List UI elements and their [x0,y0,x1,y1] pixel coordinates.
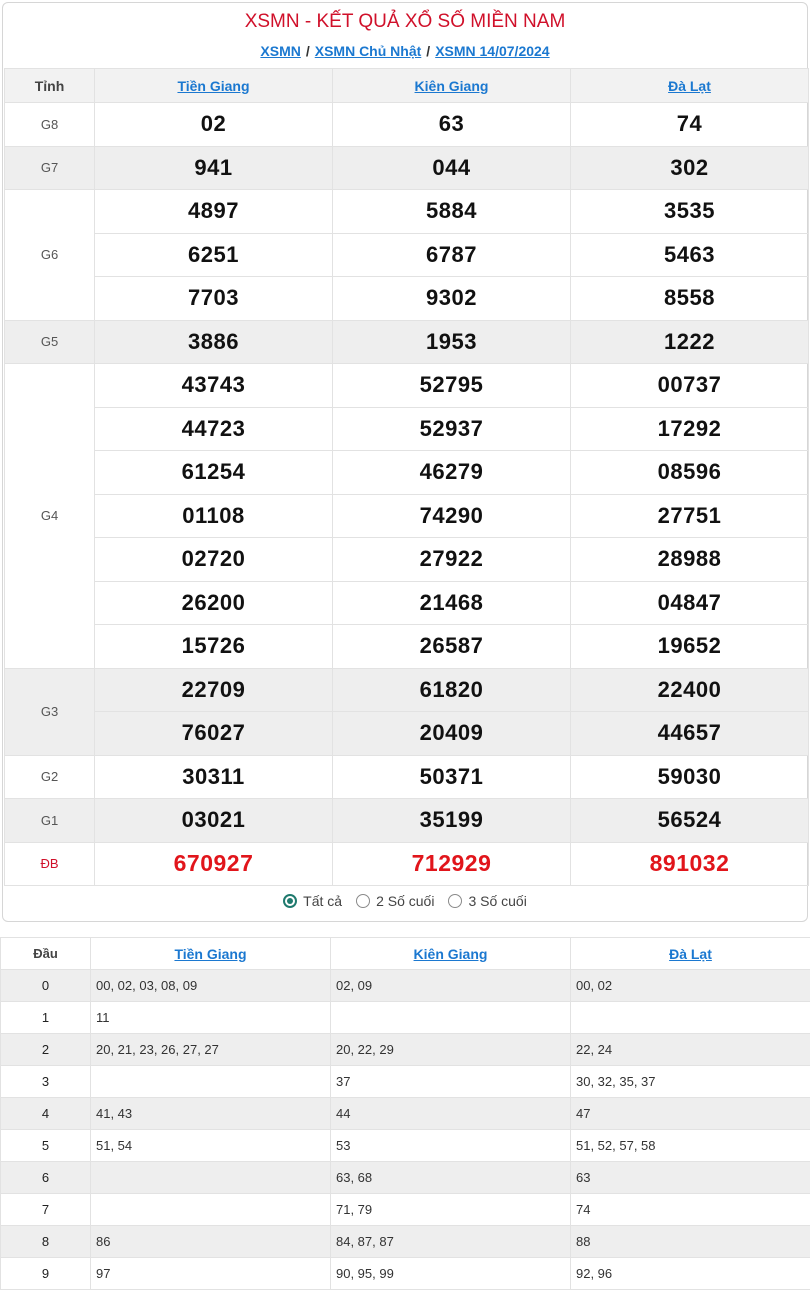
prize-number: 26200 [95,581,333,625]
breadcrumb-sunday-link[interactable]: XSMN Chủ Nhật [314,43,422,59]
prize-label: G1 [5,799,95,843]
prize-number: 21468 [333,581,571,625]
breadcrumb [3,43,807,59]
head-values: 74 [571,1194,810,1226]
prize-label: G5 [5,320,95,364]
prize-number: 302 [571,146,809,190]
head-row [1,1130,810,1162]
prize-number: 28988 [571,538,809,582]
head-values [331,1002,571,1034]
breadcrumb-separator: / [305,43,310,59]
head-values: 51, 52, 57, 58 [571,1130,810,1162]
prize-number: 59030 [571,755,809,799]
filter-last-2-radio[interactable] [356,893,434,909]
head-digit: 6 [1,1162,91,1194]
head-digit: 8 [1,1226,91,1258]
head-row [1,970,810,1002]
digit-filter [3,893,807,911]
prize-row [5,494,809,538]
prize-number: 3886 [95,320,333,364]
head-digit: 4 [1,1098,91,1130]
prize-number: 02720 [95,538,333,582]
prize-number: 74290 [333,494,571,538]
prize-row [5,277,809,321]
head-values: 00, 02 [571,970,810,1002]
results-header-row [5,69,809,103]
prize-row [5,668,809,712]
prize-number: 08596 [571,451,809,495]
heads-province-link-tien-giang[interactable]: Tiền Giang [174,945,247,962]
head-digit: 2 [1,1034,91,1066]
prize-number: 03021 [95,799,333,843]
prize-number: 44723 [95,407,333,451]
filter-last-3-radio[interactable] [448,893,526,909]
prize-number: 17292 [571,407,809,451]
head-values [571,1002,810,1034]
prize-row [5,842,809,886]
prize-label: G8 [5,103,95,147]
breadcrumb-separator: / [426,43,431,59]
head-values: 11 [91,1002,331,1034]
head-digit-table [0,937,810,1290]
prize-number: 63 [333,103,571,147]
filter-label: Tất cả [303,893,343,909]
head-values [91,1066,331,1098]
head-row [1,1034,810,1066]
head-values [91,1194,331,1226]
province-link-da-lat[interactable]: Đà Lạt [668,77,711,94]
head-digit: 9 [1,1258,91,1290]
prize-row [5,103,809,147]
head-digit: 1 [1,1002,91,1034]
prize-row [5,146,809,190]
prize-row [5,625,809,669]
prize-number: 52795 [333,364,571,408]
prize-number: 1222 [571,320,809,364]
head-values: 63, 68 [331,1162,571,1194]
head-values: 02, 09 [331,970,571,1002]
prize-number: 6251 [95,233,333,277]
page-title: XSMN - KẾT QUẢ XỔ SỐ MIỀN NAM [244,11,566,32]
prize-number: 4897 [95,190,333,234]
head-values: 44 [331,1098,571,1130]
prize-label: G3 [5,668,95,755]
prize-number: 22709 [95,668,333,712]
head-label-header: Đầu [1,938,91,970]
head-values: 20, 22, 29 [331,1034,571,1066]
prize-number: 941 [95,146,333,190]
head-values: 97 [91,1258,331,1290]
prize-row [5,538,809,582]
head-values: 88 [571,1226,810,1258]
radio-checked-icon[interactable] [283,894,297,908]
prize-number: 44657 [571,712,809,756]
head-values: 63 [571,1162,810,1194]
results-table [4,68,809,886]
head-row [1,1098,810,1130]
head-values: 71, 79 [331,1194,571,1226]
head-row [1,1226,810,1258]
province-label-header: Tỉnh [5,69,95,103]
prize-number: 15726 [95,625,333,669]
head-row [1,1194,810,1226]
prize-number: 52937 [333,407,571,451]
prize-number: 6787 [333,233,571,277]
prize-row [5,190,809,234]
prize-number: 5884 [333,190,571,234]
filter-label: 3 Số cuối [468,893,527,909]
head-row [1,1258,810,1290]
heads-province-link-kien-giang[interactable]: Kiên Giang [413,945,488,962]
head-digit: 5 [1,1130,91,1162]
heads-header-row [1,938,810,970]
prize-number: 19652 [571,625,809,669]
prize-row [5,712,809,756]
filter-label: 2 Số cuối [376,893,435,909]
head-row [1,1162,810,1194]
prize-number: 5463 [571,233,809,277]
head-values: 00, 02, 03, 08, 09 [91,970,331,1002]
head-digit: 7 [1,1194,91,1226]
head-values: 47 [571,1098,810,1130]
prize-number: 27922 [333,538,571,582]
head-values: 92, 96 [571,1258,810,1290]
prize-number: 27751 [571,494,809,538]
prize-row [5,233,809,277]
prize-row [5,755,809,799]
prize-label: G2 [5,755,95,799]
head-digit: 0 [1,970,91,1002]
prize-number: 670927 [95,842,333,886]
prize-number: 02 [95,103,333,147]
filter-all-radio[interactable] [283,893,342,909]
prize-number: 9302 [333,277,571,321]
breadcrumb-xsmn-link[interactable]: XSMN [260,43,301,59]
prize-label: ĐB [5,842,95,886]
prize-number: 00737 [571,364,809,408]
heads-province-link-da-lat[interactable]: Đà Lạt [669,945,712,962]
head-values: 37 [331,1066,571,1098]
prize-number: 74 [571,103,809,147]
prize-number: 61254 [95,451,333,495]
prize-number: 04847 [571,581,809,625]
head-values: 51, 54 [91,1130,331,1162]
prize-row [5,799,809,843]
prize-row [5,364,809,408]
head-values: 22, 24 [571,1034,810,1066]
prize-number: 891032 [571,842,809,886]
head-values: 41, 43 [91,1098,331,1130]
head-row [1,1066,810,1098]
results-card [2,2,808,922]
head-values: 86 [91,1226,331,1258]
prize-row [5,581,809,625]
prize-number: 35199 [333,799,571,843]
prize-row [5,451,809,495]
prize-number: 8558 [571,277,809,321]
breadcrumb-date-link[interactable]: XSMN 14/07/2024 [435,43,550,59]
radio-unchecked-icon[interactable] [448,894,462,908]
head-values: 30, 32, 35, 37 [571,1066,810,1098]
prize-number: 30311 [95,755,333,799]
head-digit: 3 [1,1066,91,1098]
prize-row [5,407,809,451]
province-link-tien-giang[interactable]: Tiền Giang [177,77,250,94]
prize-number: 044 [333,146,571,190]
head-row [1,1002,810,1034]
prize-number: 22400 [571,668,809,712]
prize-label: G7 [5,146,95,190]
prize-number: 01108 [95,494,333,538]
prize-number: 76027 [95,712,333,756]
prize-number: 26587 [333,625,571,669]
prize-number: 3535 [571,190,809,234]
prize-number: 1953 [333,320,571,364]
prize-label: G6 [5,190,95,321]
prize-number: 56524 [571,799,809,843]
head-values: 20, 21, 23, 26, 27, 27 [91,1034,331,1066]
prize-row [5,320,809,364]
prize-number: 50371 [333,755,571,799]
head-values [91,1162,331,1194]
prize-number: 61820 [333,668,571,712]
prize-number: 46279 [333,451,571,495]
prize-label: G4 [5,364,95,669]
prize-number: 7703 [95,277,333,321]
province-link-kien-giang[interactable]: Kiên Giang [414,77,489,94]
head-values: 84, 87, 87 [331,1226,571,1258]
head-values: 53 [331,1130,571,1162]
prize-number: 43743 [95,364,333,408]
radio-unchecked-icon[interactable] [356,894,370,908]
head-values: 90, 95, 99 [331,1258,571,1290]
prize-number: 712929 [333,842,571,886]
prize-number: 20409 [333,712,571,756]
